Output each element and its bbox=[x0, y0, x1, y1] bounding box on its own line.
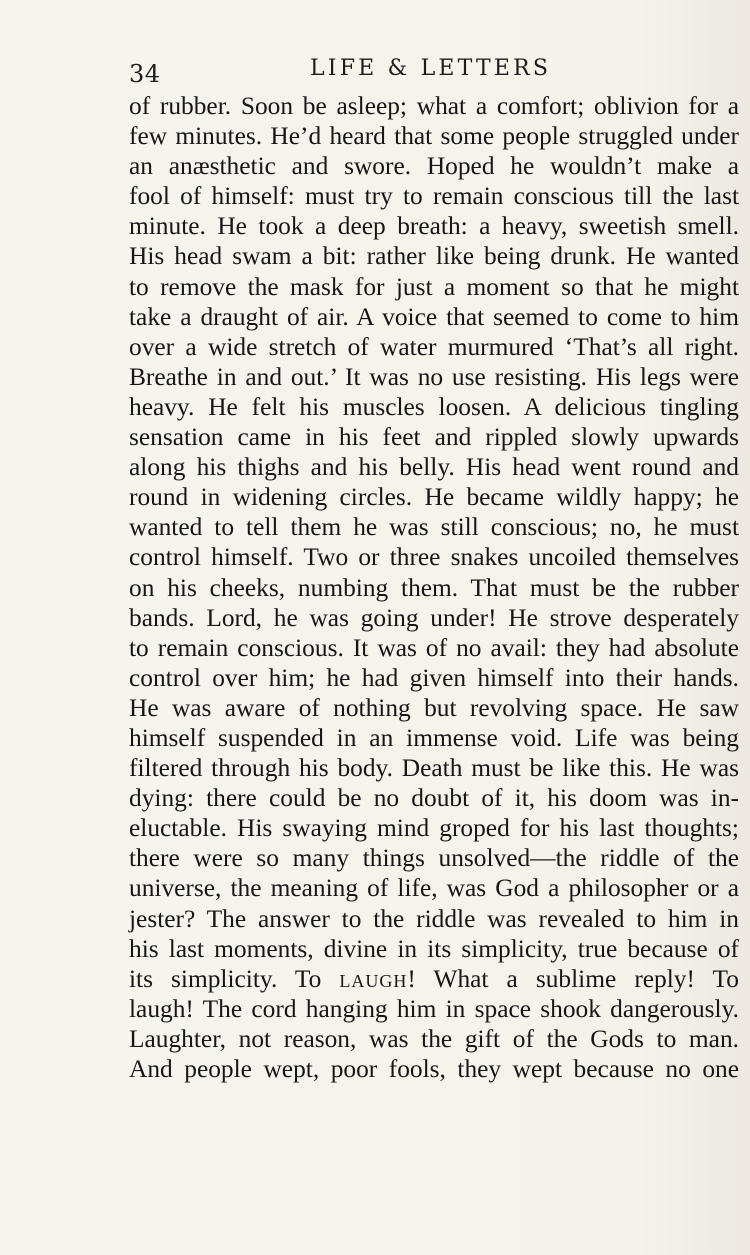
text-fragment: ! What a sublime reply! To bbox=[407, 964, 739, 993]
text-line: along his thighs and his belly. His head went round and bbox=[129, 453, 739, 482]
running-title: LIFE & LETTERS bbox=[310, 56, 552, 81]
text-line: of rubber. Soon be asleep; what a comfort; oblivion for a bbox=[129, 92, 739, 120]
text-line-laugh bbox=[129, 964, 739, 994]
text-line: there were so many things unsolved—the riddle of the bbox=[129, 844, 739, 873]
text-line: eluctable. His swaying mind groped for his last thoughts; bbox=[129, 814, 739, 843]
text-line: jester? The answer to the riddle was revealed to him in bbox=[129, 904, 739, 933]
body-text bbox=[129, 91, 739, 1084]
text-line: sensation came in his feet and rippled slowly upwards bbox=[129, 423, 739, 452]
text-line: universe, the meaning of life, was God a philosopher or a bbox=[129, 874, 739, 903]
text-line: heavy. He felt his muscles loosen. A delicious tingling bbox=[129, 392, 739, 421]
text-line: himself suspended in an immense void. Life was being bbox=[129, 723, 739, 752]
text-line: His head swam a bit: rather like being drunk. He wanted bbox=[129, 242, 739, 271]
small-caps-word: laugh bbox=[339, 964, 408, 993]
text-line: take a draught of air. A voice that seemed to come to him bbox=[129, 302, 739, 331]
text-line: fool of himself: must try to remain conscious till the last bbox=[129, 182, 739, 211]
text-line: round in widening circles. He became wildly happy; he bbox=[129, 483, 739, 512]
text-line: control over him; he had given himself into their hands. bbox=[129, 663, 739, 692]
page-number: 34 bbox=[129, 60, 161, 88]
text-line: bands. Lord, he was going under! He strove desperately bbox=[129, 603, 739, 632]
text-line: wanted to tell them he was still conscious; no, he must bbox=[129, 513, 739, 542]
text-line: And people wept, poor fools, they wept because no one bbox=[129, 1055, 739, 1083]
text-line: laugh! The cord hanging him in space shook dangerously. bbox=[129, 994, 739, 1023]
text-line: He was aware of nothing but revolving space. He saw bbox=[129, 693, 739, 722]
text-line: to remain conscious. It was of no avail: they had absolute bbox=[129, 633, 739, 662]
text-line: control himself. Two or three snakes uncoiled themselves bbox=[129, 543, 739, 572]
text-line: dying: there could be no doubt of it, his doom was in- bbox=[129, 784, 739, 813]
text-line: Breathe in and out.’ It was no use resisting. His legs were bbox=[129, 362, 739, 391]
text-line: his last moments, divine in its simplicity, true because of bbox=[129, 934, 739, 963]
running-head bbox=[129, 50, 739, 90]
text-line: filtered through his body. Death must be like this. He was bbox=[129, 754, 739, 783]
text-line: over a wide stretch of water murmured ‘That’s all right. bbox=[129, 332, 739, 361]
text-line: few minutes. He’d heard that some people struggled under bbox=[129, 122, 739, 151]
text-line: minute. He took a deep breath: a heavy, sweetish smell. bbox=[129, 212, 739, 241]
text-fragment: its simplicity. To bbox=[129, 964, 340, 993]
text-line: Laughter, not reason, was the gift of the Gods to man. bbox=[129, 1024, 739, 1053]
text-line: an anæsthetic and swore. Hoped he wouldn’t make a bbox=[129, 152, 739, 181]
text-line: to remove the mask for just a moment so that he might bbox=[129, 272, 739, 301]
text-line: on his cheeks, numbing them. That must be the rubber bbox=[129, 573, 739, 602]
